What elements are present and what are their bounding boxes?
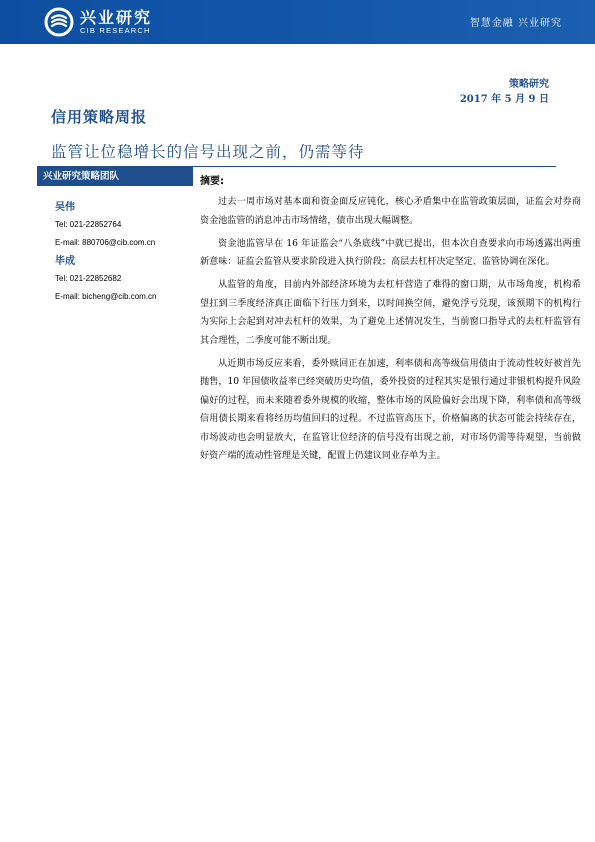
logo-text	[80, 9, 152, 35]
logo-english-name: CIB RESEARCH	[80, 26, 151, 35]
report-series: 信用策略周报	[51, 108, 148, 126]
analyst-tel: Tel: 021-22852764	[55, 220, 122, 229]
analyst-email[interactable]: E-mail: 880706@cib.com.cn	[55, 238, 156, 247]
analyst-name: 毕成	[55, 256, 75, 267]
analyst-entry	[55, 256, 193, 302]
team-header: 兴业研究策略团队	[37, 167, 193, 186]
abstract-paragraph: 从监管的角度，目前内外部经济环境为去杠杆营造了难得的窗口期，从市场角度，机构希望扛到三季度经济真正面临下行压力到来，以时间换空间，避免浮亏兑现，该预期下的机构行为实际上会起到对冲去杠杆的效果，为了避免上述情况发生，当前窗口指导式的去杠杆监管有其合理性，二季度可能不断出现。	[200, 280, 581, 346]
header-slogan: 智慧金融 兴业研究	[469, 18, 562, 29]
header-banner	[0, 0, 595, 44]
research-team-panel	[37, 167, 193, 302]
report-title: 监管让位稳增长的信号出现之前，仍需等待	[51, 143, 365, 161]
cib-logo-icon	[44, 7, 74, 37]
document-type: 策略研究	[509, 79, 549, 90]
analyst-email[interactable]: E-mail: bicheng@cib.com.cn	[55, 292, 157, 301]
analyst-name: 吴伟	[55, 202, 75, 213]
abstract-paragraph: 过去一周市场对基本面和资金面反应钝化，核心矛盾集中在监管政策层面，证监会对券商资金池监管的消息冲击市场情绪，债市出现大幅调整。	[200, 197, 581, 226]
cib-logo	[44, 6, 152, 38]
document-date: 2017 年 5 月 9 日	[459, 94, 549, 105]
abstract-paragraph: 从近期市场反应来看，委外赎回正在加速，利率债和高等级信用债由于流动性较好被首先抛售，10 年国债收益率已经突破历史均值，委外投资的过程其实是银行通过非银机构提升风险偏好的过程，而未来随着委外规模的收缩，整体市场的风险偏好会出现下降，利率债和高等级信用债长期来看将经历均值回归的过程。不过监管高压下，价格偏离的状态可能会持续存在，市场波动也会明显放大，在监管让位经济的信号没有出现之前，对市场仍需等待观望，当前做好资产端的流动性管理是关键，配置上仍建议同业存单为主。	[200, 358, 581, 462]
abstract-body	[200, 193, 581, 470]
abstract-label: 摘要:	[200, 176, 224, 187]
abstract-paragraph: 资金池监管早在 16 年证监会“八条底线”中就已提出，但本次自查要求向市场透露出两重新意味：证监会监管从要求阶段进入执行阶段；高层去杠杆决定坚定、监管协调在深化。	[200, 238, 581, 268]
analyst-entry	[55, 202, 193, 248]
analyst-tel: Tel: 021-22852682	[55, 274, 122, 283]
logo-chinese-name: 兴业研究	[80, 8, 153, 27]
